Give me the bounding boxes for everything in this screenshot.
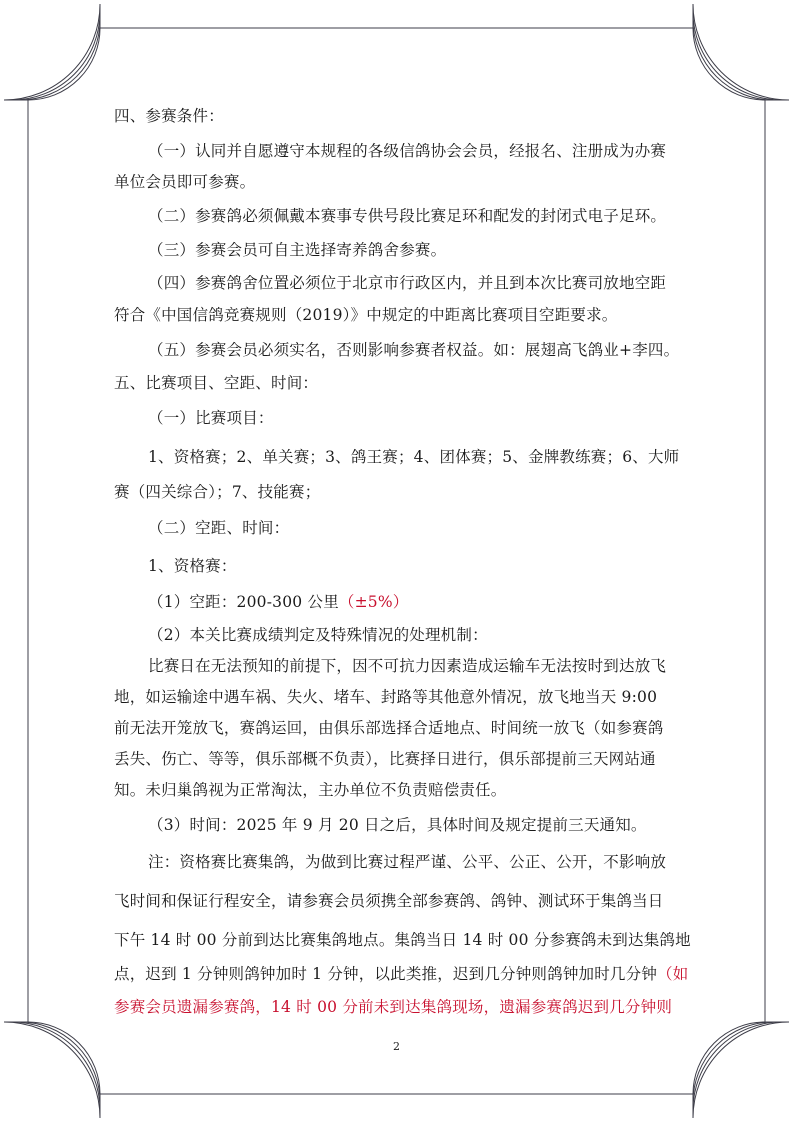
paragraph-line: 前无法开笼放飞，赛鸽运回，由俱乐部选择合适地点、时间统一放飞（如参赛鸽 (114, 719, 664, 737)
paragraph-line: （五）参赛会员必须实名，否则影响参赛者权益。如：展翅高飞鸽业+李四。 (148, 341, 680, 359)
paragraph-line: 飞时间和保证行程安全，请参赛会员须携全部参赛鸽、鸽钟、测试环于集鸽当日 (114, 892, 664, 910)
subsection-heading: （一）比赛项目： (148, 409, 274, 427)
paragraph-line: （3）时间：2025 年 9 月 20 日之后，具体时间及规定提前三天通知。 (148, 816, 647, 834)
paragraph-line: 知。未归巢鸽视为正常淘汰，主办单位不负责赔偿责任。 (114, 781, 507, 799)
paragraph-line: （四）参赛鸽舍位置必须位于北京市行政区内，并且到本次比赛司放地空距 (148, 274, 667, 292)
paragraph-line: 赛（四关综合）；7、技能赛； (114, 483, 321, 501)
paragraph-line: 注：资格赛比赛集鸽，为做到比赛过程严谨、公平、公正、公开，不影响放 (148, 853, 667, 871)
page-number: 2 (393, 1040, 400, 1053)
paragraph-line: 下午 14 时 00 分前到达比赛集鸽地点。集鸽当日 14 时 00 分参赛鸽未到达集鸽地 (114, 931, 691, 949)
paragraph-line: 点，迟到 1 分钟则鸽钟加时 1 分钟，以此类推，迟到几分钟则鸽钟加时几分钟（如 (114, 965, 689, 983)
section-heading-5: 五、比赛项目、空距、时间： (114, 374, 319, 392)
paragraph-line: （三）参赛会员可自主选择寄养鸽舍参赛。 (148, 241, 447, 259)
paragraph-line: （二）参赛鸽必须佩戴本赛事专供号段比赛足环和配发的封闭式电子足环。 (148, 207, 667, 225)
subsection-heading: （二）空距、时间： (148, 519, 290, 537)
paragraph-line: 符合《中国信鸽竞赛规则（2019）》中规定的中距离比赛项目空距要求。 (114, 306, 618, 324)
section-heading-4: 四、参赛条件： (114, 107, 224, 125)
paragraph-line: 丢失、伤亡、等等，俱乐部概不负责），比赛择日进行，俱乐部提前三天网站通 (114, 750, 656, 768)
paragraph-line: 参赛会员遗漏参赛鸽，14 时 00 分前未到达集鸽现场，遗漏参赛鸽迟到几分钟则 (114, 998, 673, 1016)
paragraph-line: 地，如运输途中遇车祸、失火、堵车、封路等其他意外情况，放飞地当天 9:00 (114, 688, 658, 706)
paragraph-line: （1）空距：200-300 公里（±5%） (148, 593, 409, 611)
paragraph-line: 1、资格赛： (148, 557, 237, 575)
paragraph-line: （2）本关比赛成绩判定及特殊情况的处理机制： (148, 626, 488, 644)
paragraph-line: 比赛日在无法预知的前提下，因不可抗力因素造成运输车无法按时到达放飞 (148, 657, 667, 675)
paragraph-line: （一）认同并自愿遵守本规程的各级信鸽协会会员，经报名、注册成为办赛 (148, 142, 667, 160)
paragraph-line: 单位会员即可参赛。 (114, 173, 256, 191)
paragraph-line: 1、资格赛；2、单关赛；3、鸽王赛；4、团体赛；5、金牌教练赛；6、大师 (148, 448, 680, 466)
